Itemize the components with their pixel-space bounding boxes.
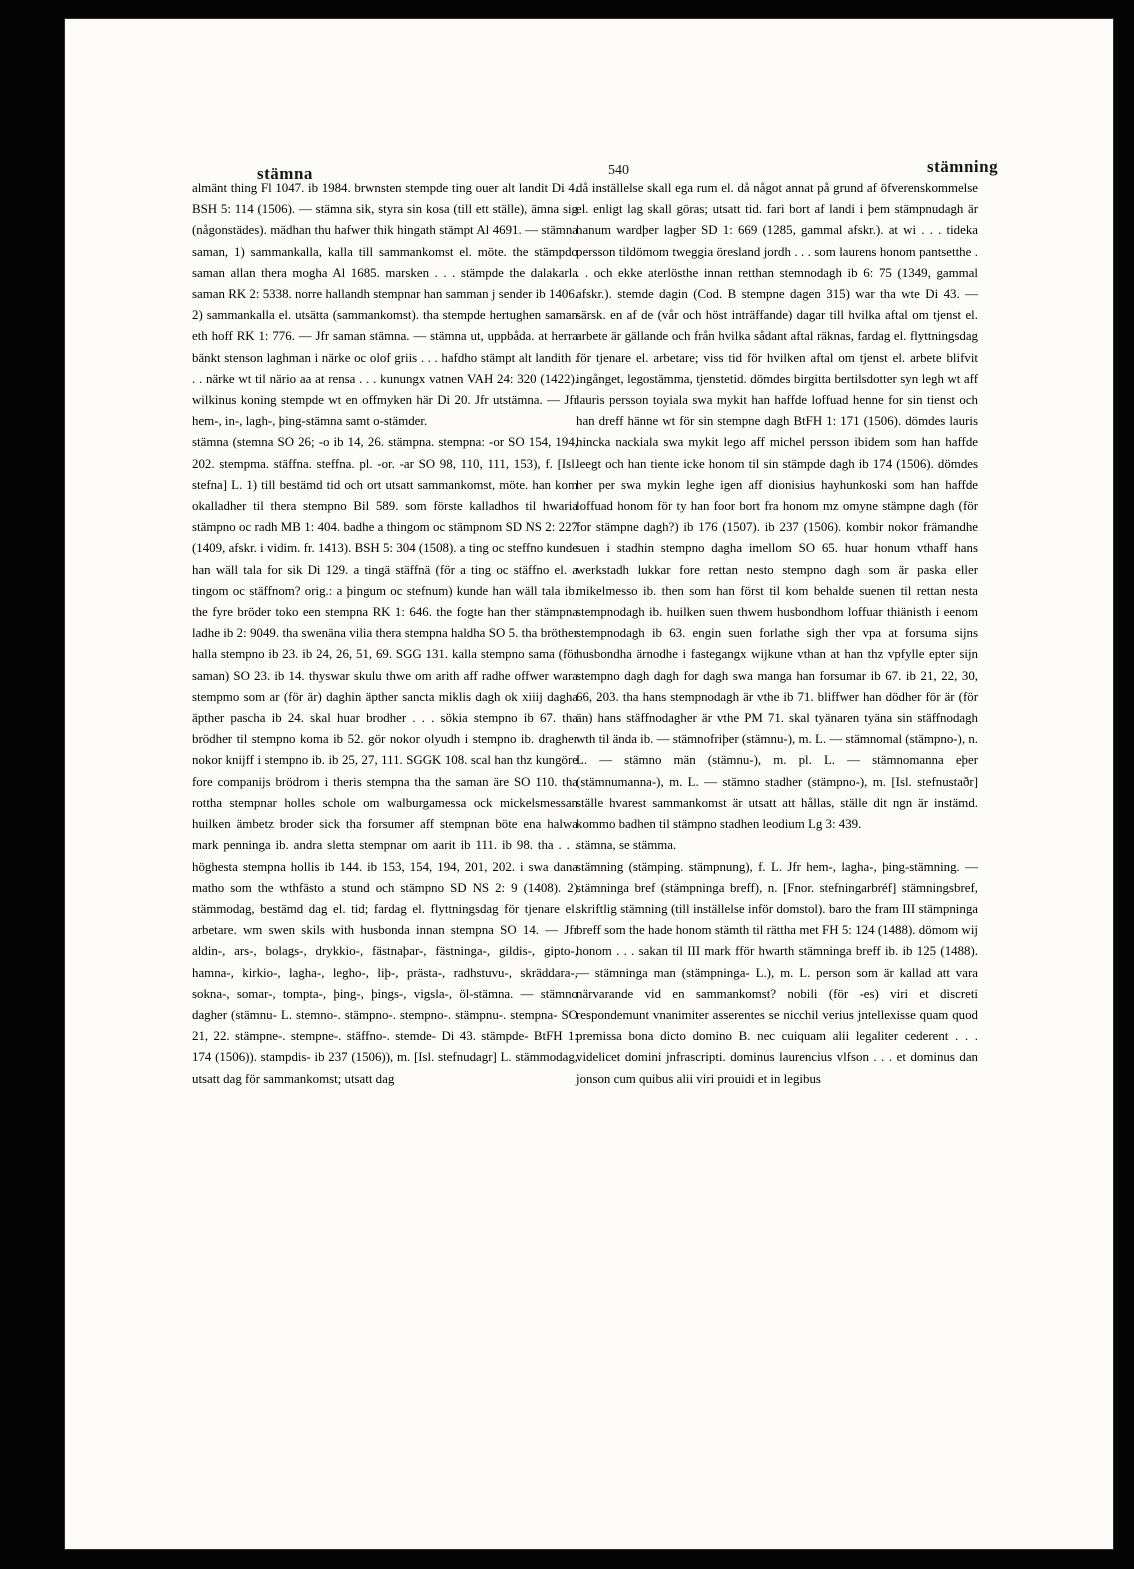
entry-paragraph: stämna, se stämma. [576,838,677,853]
text-column-right [576,178,978,1090]
entry-paragraph: stämning (stämping. stämpnung), f. L. Jfr hem-, lagha-, þing-stämning. — stämninga bref (stämpninga breff), n. [Fnor. stefningarbréf] stämningsbref, skriftlig stämning (till inställelse inför domstol). baro the fram III stämpninga breff som the hade honom stämth til rättha met FH 5: 124 (1488). dömom wij honom . . . sakan til III mark fför hwarth stämninga breff ib. ib 125 (1488). — stämninga man (stämpninga- L.), m. L. person som är kallad att vara närvarande vid en sammankomst? nobili (för -es) viri et discreti respondemunt vnanimiter asserentes se nicchil verius jntellexisse quam quod premissa bona dicto domino B. nec cuiquam alii legaliter cederent . . . videlicet domini jnfrascripti. dominus laurencius vlfson . . . et dominus dan jonson cum quibus alii viri prouidi et in legibus [576,859,978,1086]
entry-paragraph: då inställelse skall ega rum el. då något annat på grund af öfverenskommelse el. enligt lag skall göras; utsatt tid. fari bort af landi i þem stämpnudagh är hanum wardþer lagþer SD 1: 669 (1285, gammal afskr.). at wi . . . tideka persson tildömom tweggia öresland jordh . . . som laurens honom pantsetthe . . . och ekke aterlösthe innan retthan stemnodagh ib 6: 75 (1349, gammal afskr.). stemde dagin (Cod. B stempne dagen 315) war tha wte Di 43. — särsk. en af de (vår och höst inträffande) dagar till hvilka aftal om tjenst el. arbete är gällande och från hvilka sådant aftal räknas, fardag el. flyttningsdag för tjenare el. arbetare; viss tid för hvilken aftal om tjenst el. arbete blifvit ingånget, legostämma, tjenstetid. dömdes birgitta bertilsdotter syn legh wt aff lauris persson toyiala swa mykit han haffde loffuad henne for sin tienst och han dreff hänne wt för sin stempne dagh BtFH 1: 171 (1506). dömdes lauris hincka nackiala swa mykit lego aff michel persson ibidem som han haffde leegt och han tiente icke honom til sin stämpde dagh ib 174 (1506). dömdes her per swa mykin leghe igen aff dionisius hayhunkoski som han haffde loffuad honom för ty han foor bort fra honom mz omyne stämpne dagh (för for stämpne dagh?) ib 176 (1507). ib 237 (1506). kombir nokor främandhe suen i stadhin stempno dagha imellom SO 65. huar honum vthaff hans werkstadh lukkar fore rettan nesto stempno dagh som är paska eller mikelmesso ib. then som han först til kom behalde suenen til rettan nesta stempnodagh ib. huilken suen thwem husbondhom loffuar thiänisth i eenom stempnodagh ib 63. engin suen forlathe sigh ther vpa at forsuma sijns husbondha ärnodhe i fastegangx wijkune vthan at han thz vpfylle epter sijn stempno dagh dagh for dagh swa manga han forsumar ib 67. ib 21, 22, 30, 66, 203. tha hans stempnodagh är vthe ib 71. bliffwer han dödher för är (för än) hans stäffnodagher är vthe PM 71. skal tyänaren tyäna sin stäffnodagh wth til ända ib. — stämnofriþer (stämnu-), m. L. — stämnomal (stämpno-), n. L. — stämno män (stämnu-), m. pl. L. — stämnomanna eþer (stämnumanna-), m. L. — stämno stadher (stämpno-), m. [Isl. stefnustaðr] ställe hvarest sammankomst är utsatt att hållas, ställe dit ngn är instämd. kommo badhen til stämpno stadhen leodium Lg 3: 439. [576,181,978,832]
entry-paragraph: almänt thing Fl 1047. ib 1984. brwnsten stempde ting ouer alt landit Di 4. BSH 5: 114 (1506). — stämna sik, styra sin kosa (till ett ställe), ämna sig (någonstädes). mädhan thu hafwer thik hingath stämpt Al 4691. — stämna saman, 1) sammankalla, kalla till sammankomst el. möte. the stämpdo saman allan thera mogha Al 1685. marsken . . . stämpde the dalakarla saman RK 2: 5338. norre hallandh stempnar han samman j sender ib 1406. 2) sammankalla el. utsätta (sammankomst). tha stempde hertughen saman eth hoff RK 1: 776. — Jfr saman stämna. — stämna ut, uppbåda. at herra bänkt stenson laghman i närke oc olof griis . . . hafdho stämpt alt landith . . . närke wt til närio aa at rensa . . . kunungx vatnen VAH 24: 320 (1422). wilkinus koning stempde wt en offmyken här Di 20. Jfr utstämna. — Jfr hem-, in-, lagh-, þing-stämna samt o-stämder. [192,181,578,429]
entry-paragraph: stämna (stemna SO 26; -o ib 14, 26. stämpna. stempna: -or SO 154, 194, 202. stempma. stäffna. steffna. pl. -or. -ar SO 98, 110, 111, 153), f. [Isl. stefna] L. 1) till bestämd tid och ort utsatt sammankomst, möte. han kom okalladher til thera stempno Bil 589. som förste kalladhos til hwaria stämpno oc radh MB 1: 404. badhe a thingom oc stämpnom SD NS 2: 227 (1409, afskr. i vidim. fr. 1413). BSH 5: 304 (1508). a ting oc steffno kunde han wäll tala for sik Di 129. a tingä stäffnä (för a ting oc stäffno el. a tingom oc stäffnom? orig.: a þingum oc stefnum) kunde han wäll tala ib. the fyre bröder toko een stempna RK 1: 646. the fogte han ther stämpna ladhe ib 2: 9049. tha swenäna vilia thera stempna haldha SO 5. tha bröther halla stempno ib 23. ib 24, 26, 51, 69. SGG 131. kalla stempno sama (för saman) SO 23. ib 14. thyswar skulu thwe om arith aff radhe offwer wara stempmo som ar (för är) daghin äpther sancta miklis dagh ok xiiij dagha äpther pascha ib 24. skal huar brodher . . . sökia stempno ib 67. tha brödher til stempno koma ib 52. gör nokor olyudh i stempno ib. dragher nokor knijff i stempno ib. ib 25, 27, 111. SGGK 108. scal han thz kungöre fore companijs brödrom i theris stempna tha the saman äre SO 110. tha rottha stempnar holles schole om walburgamessa ock mickelsmessan huilken ämbetz broder sick tha forsumer aff stempnan böte ena halwa mark penninga ib. andra sletta stempnar om aarit ib 111. ib 98. tha . . . höghesta stempna hollis ib 144. ib 153, 154, 194, 201, 202. i swa dana matho som the wthfästo a stund och stämpno SD NS 2: 9 (1408). 2) stämmodag, bestämd dag el. tid; fardag el. flyttningsdag för tjenare el. arbetare. wm swen skils with husbonda innan stempna SO 14. — Jfr aldin-, ars-, bolags-, drykkio-, fästnaþar-, fästninga-, gildis-, gipto-, hamna-, kirkio-, lagha-, legho-, liþ-, prästa-, radhstuvu-, skräddara-, sokna-, somar-, tompta-, þing-, þings-, vigsla-, öl-stämna. — stämno dagher (stämnu- L. stemno-. stämpno-. stempno-. stämpnu-. stempna- SO 21, 22. stämpne-. stempne-. stäffno-. stemde- Di 43. stämpde- BtFH 1: 174 (1506)). stampdis- ib 237 (1506)), m. [Isl. stefnudagr] L. stämmodag, utsatt dag för sammankomst; utsatt dag [192,435,578,1086]
page-number: 540 [608,163,629,178]
running-header [65,143,1113,183]
text-column-left [192,178,578,1090]
header-headword-left: stämna [257,164,313,183]
header-headword-right: stämning [927,157,999,176]
